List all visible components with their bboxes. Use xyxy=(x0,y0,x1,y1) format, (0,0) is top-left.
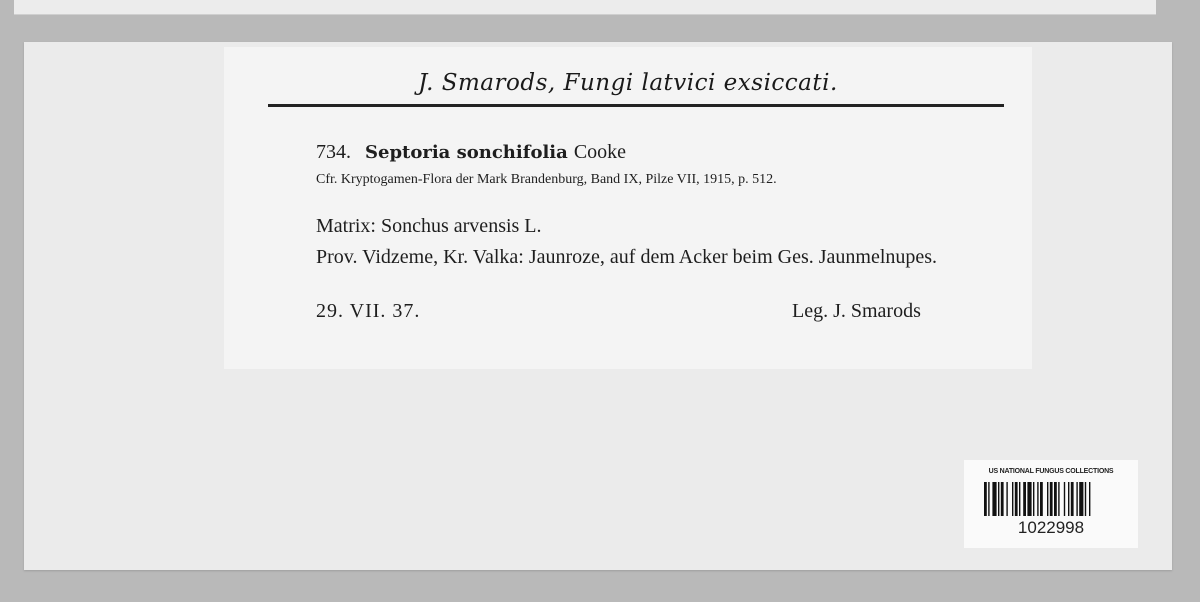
exsiccata-number: 734. xyxy=(316,141,351,163)
matrix-line: Matrix: Sonchus arvensis L. xyxy=(316,215,542,237)
barcode-number: 1022998 xyxy=(1017,518,1085,537)
barcode-icon xyxy=(984,482,1126,516)
collector-line: Leg. J. Smarods xyxy=(792,300,921,322)
specimen-entry xyxy=(316,141,626,164)
species-name: Septoria sonchifolia xyxy=(365,142,568,163)
previous-sheet-edge xyxy=(14,0,1156,15)
label-title: J. Smarods, Fungi latvici exsiccati. xyxy=(418,70,838,96)
barcode-label xyxy=(964,460,1138,548)
locality-line: Prov. Vidzeme, Kr. Valka: Jaunroze, auf dem Acker beim Ges. Jaunmelnupes. xyxy=(316,246,938,268)
specimen-label xyxy=(224,47,1032,369)
collection-date: 29. VII. 37. xyxy=(316,300,421,322)
species-author: Cooke xyxy=(573,141,627,163)
title-rule xyxy=(268,104,1004,107)
herbarium-sheet xyxy=(24,42,1172,570)
literature-reference: Cfr. Kryptogamen-Flora der Mark Brandenburg, Band IX, Pilze VII, 1915, p. 512. xyxy=(316,172,777,187)
institution-name: US NATIONAL FUNGUS COLLECTIONS xyxy=(988,468,1114,475)
